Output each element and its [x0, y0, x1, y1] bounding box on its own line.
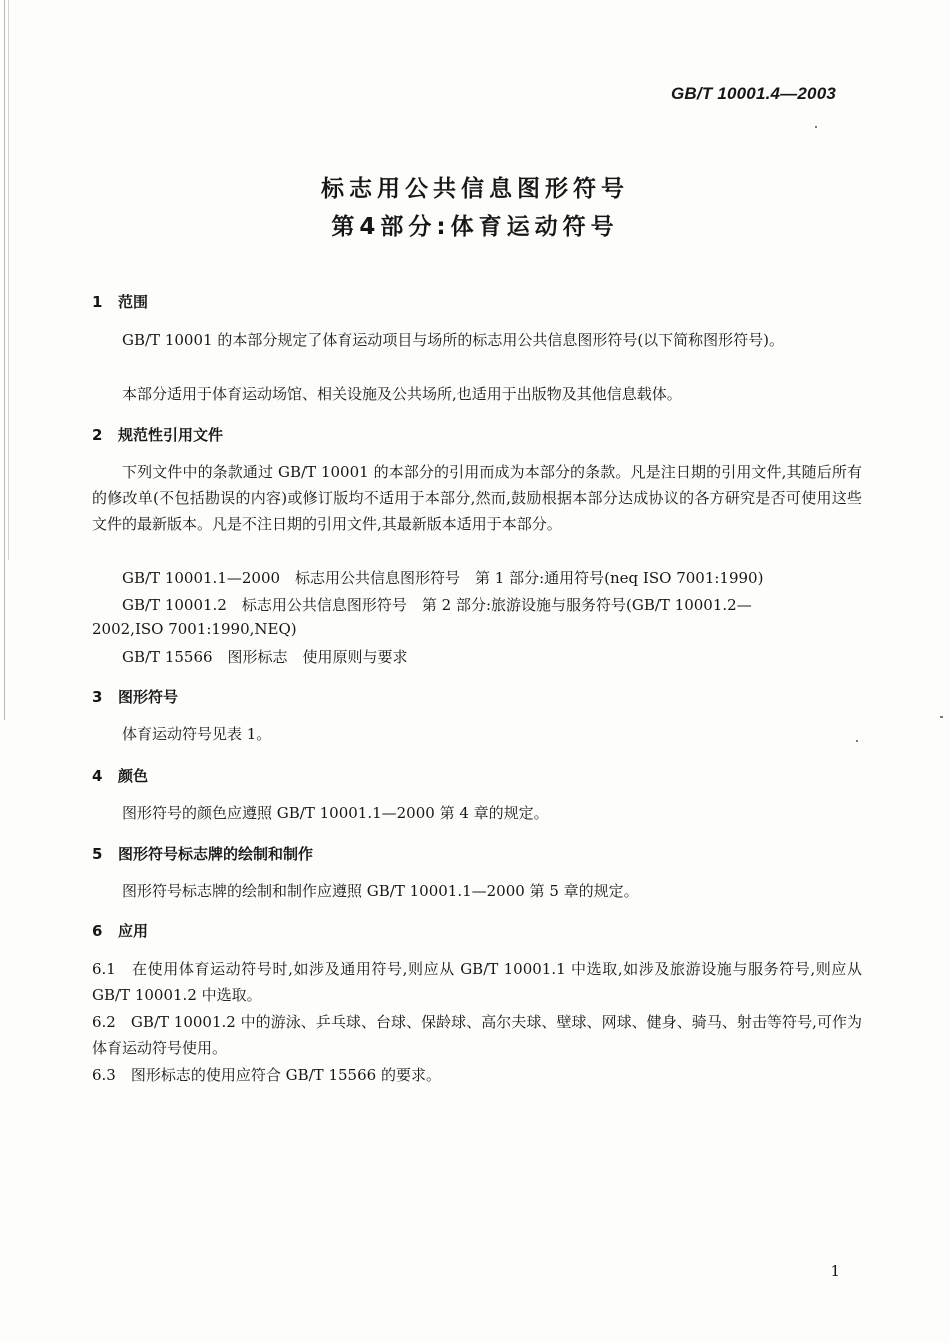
document-title: 标志用公共信息图形符号: [321, 176, 629, 202]
section-heading-5: 5 图形符号标志牌的绘制和制作: [92, 845, 314, 863]
paragraph: 图形符号的颜色应遵照 GB/T 10001.1—2000 第 4 章的规定。: [122, 804, 549, 822]
scan-speck: [815, 126, 817, 128]
paragraph: 本部分适用于体育运动场馆、相关设施及公共场所,也适用于出版物及其他信息载体。: [122, 385, 682, 403]
normative-reference: GB/T 15566 图形标志 使用原则与要求: [122, 648, 408, 666]
paragraph: GB/T 10001 的本部分规定了体育运动项目与场所的标志用公共信息图形符号(以下简称图形符号)。: [122, 331, 785, 349]
paragraph: 体育运动符号见表 1。: [122, 725, 272, 743]
section-heading-3: 3 图形符号: [92, 688, 179, 706]
clause-6-3: 6.3 图形标志的使用应符合 GB/T 15566 的要求。: [92, 1066, 441, 1084]
section-heading-2: 2 规范性引用文件: [92, 426, 224, 444]
scan-edge: [4, 0, 5, 720]
paragraph: 下列文件中的条款通过 GB/T 10001 的本部分的引用而成为本部分的条款。凡是注日期的引用文件,其随后所有的修改单(不包括勘误的内容)或修订版均不适用于本部分,然而,鼓励根据本部分达成协议的各方研究是否可使用这些文件的最新版本。凡是不注日期的引用文件,其最新版本适用于本部分。: [92, 463, 862, 533]
standard-code: GB/T 10001.4—2003: [671, 84, 836, 103]
section-heading-1: 1 范围: [92, 293, 149, 311]
section-heading-4: 4 颜色: [92, 767, 149, 785]
page-number: 1: [830, 1262, 840, 1280]
clause-6-2: 6.2 GB/T 10001.2 中的游泳、乒乓球、台球、保龄球、高尔夫球、壁球、网球、健身、骑马、射击等符号,可作为体育运动符号使用。: [92, 1013, 862, 1057]
paragraph: 图形符号标志牌的绘制和制作应遵照 GB/T 10001.1—2000 第 5 章的规定。: [122, 882, 639, 900]
scan-edge: [8, 0, 9, 560]
clause-6-1: 6.1 在使用体育运动符号时,如涉及通用符号,则应从 GB/T 10001.1 中选取,如涉及旅游设施与服务符号,则应从 GB/T 10001.2 中选取。: [92, 960, 862, 1004]
normative-reference: GB/T 10001.2 标志用公共信息图形符号 第 2 部分:旅游设施与服务符号(GB/T 10001.2—: [122, 596, 752, 614]
scan-speck: [940, 716, 943, 718]
section-heading-6: 6 应用: [92, 922, 149, 940]
normative-reference: GB/T 10001.1—2000 标志用公共信息图形符号 第 1 部分:通用符号(neq ISO 7001:1990): [122, 569, 764, 587]
normative-reference-continuation: 2002,ISO 7001:1990,NEQ): [92, 620, 297, 638]
document-subtitle: 第4部分:体育运动符号: [331, 214, 619, 240]
